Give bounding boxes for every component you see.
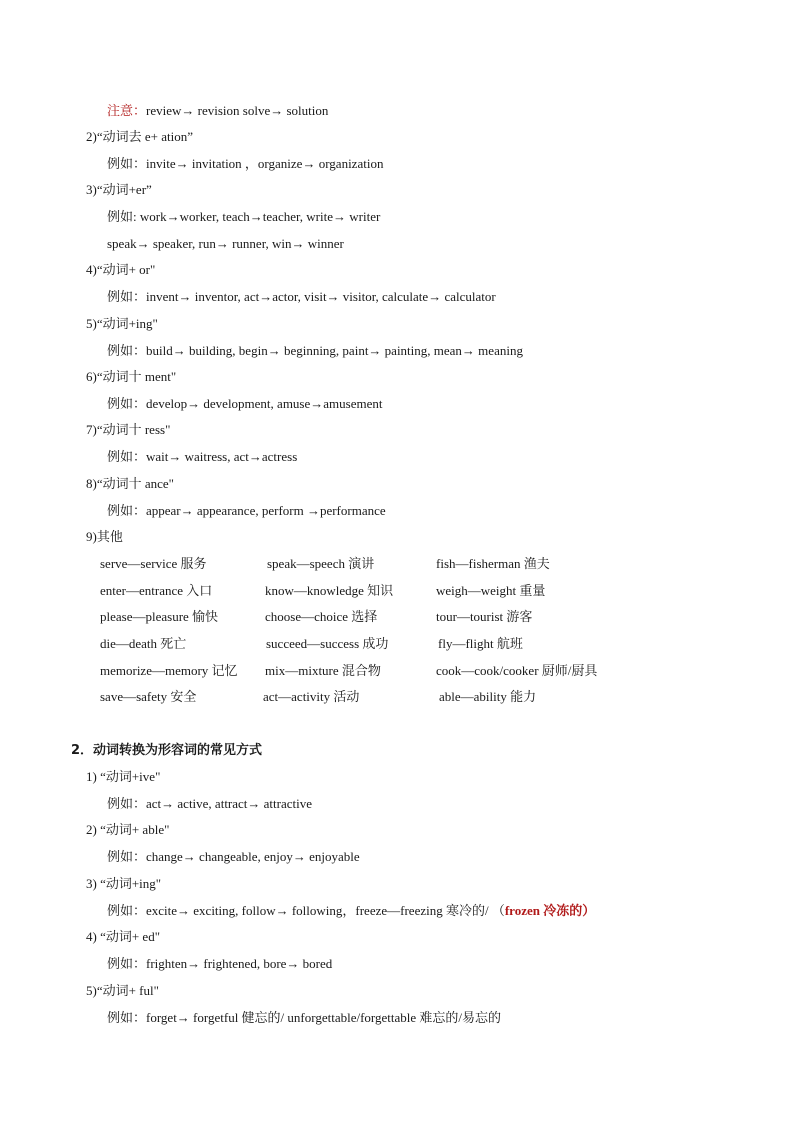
item-head: 3)“动词+er” (86, 182, 152, 197)
item-example: 例如：develop→ development, amuse→amusement (107, 396, 383, 411)
note-line (107, 103, 328, 119)
item-head: 4)“动词+ or" (86, 262, 156, 277)
note-text: review→ revision solve→ solution (146, 103, 329, 118)
item-example: 例如：frighten→ frightened, bore→ bored (107, 956, 333, 971)
item-example: 例如：act→ active, attract→ attractive (107, 796, 313, 811)
item-head: 4) “动词+ ed" (86, 929, 161, 944)
table-cell: speak—speech 演讲 (267, 556, 375, 571)
item-example: 例如: work→worker, teach→teacher, write→ writer (107, 209, 381, 224)
table-cell: act—activity 活动 (263, 689, 360, 704)
section-title: 2．动词转换为形容词的常见方式 (71, 743, 263, 758)
item-example: 例如：excite→ exciting, follow→ following，freeze—freezing 寒冷的/ （ (107, 903, 505, 918)
item-head: 2)“动词去 e+ ation” (86, 129, 193, 144)
table-cell: able—ability 能力 (439, 689, 537, 704)
item-head: 6)“动词十 ment" (86, 369, 177, 384)
note-label: 注意： (107, 103, 147, 118)
item-example: 例如：invent→ inventor, act→actor, visit→ visitor, calculate→ calculator (107, 289, 496, 304)
table-cell: weigh—weight 重量 (436, 583, 546, 598)
item-head: 5)“动词+ ful" (86, 983, 159, 998)
table-cell: mix—mixture 混合物 (265, 663, 381, 678)
item-example: 例如：build→ building, begin→ beginning, paint→ painting, mean→ meaning (107, 343, 523, 358)
item-example: 例如：change→ changeable, enjoy→ enjoyable (107, 849, 360, 864)
table-cell: succeed—success 成功 (266, 636, 389, 651)
table-cell: memorize—memory 记忆 (100, 663, 238, 678)
table-cell: fish—fisherman 渔夫 (436, 556, 550, 571)
others-head: 9)其他 (86, 529, 123, 544)
table-cell: fly—flight 航班 (438, 636, 523, 651)
item-example-with-highlight (107, 903, 595, 919)
table-cell: choose—choice 选择 (265, 609, 378, 624)
item-example: 例如：appear→ appearance, perform →performance (107, 503, 386, 518)
table-cell: save—safety 安全 (100, 689, 197, 704)
item-example: 例如：invite→ invitation ，organize→ organization (107, 156, 384, 171)
table-cell: cook—cook/cooker 厨师/厨具 (436, 663, 598, 678)
item-head: 8)“动词十 ance" (86, 476, 174, 491)
item-example: speak→ speaker, run→ runner, win→ winner (107, 236, 344, 251)
item-head: 7)“动词十 ress" (86, 422, 171, 437)
table-cell: tour—tourist 游客 (436, 609, 533, 624)
highlight-text: frozen 冷冻的） (504, 903, 596, 918)
table-cell: die—death 死亡 (100, 636, 187, 651)
item-head: 1) “动词+ive" (86, 769, 161, 784)
item-head: 3) “动词+ing" (86, 876, 162, 891)
item-example: 例如：forget→ forgetful 健忘的/ unforgettable/forgettable 难忘的/易忘的 (107, 1010, 502, 1025)
item-example: 例如：wait→ waitress, act→actress (107, 449, 298, 464)
item-head: 2) “动词+ able" (86, 822, 170, 837)
table-cell: serve—service 服务 (100, 556, 207, 571)
item-head: 5)“动词+ing" (86, 316, 158, 331)
table-cell: know—knowledge 知识 (265, 583, 394, 598)
table-cell: enter—entrance 入口 (100, 583, 213, 598)
table-cell: please—pleasure 愉快 (100, 609, 219, 624)
